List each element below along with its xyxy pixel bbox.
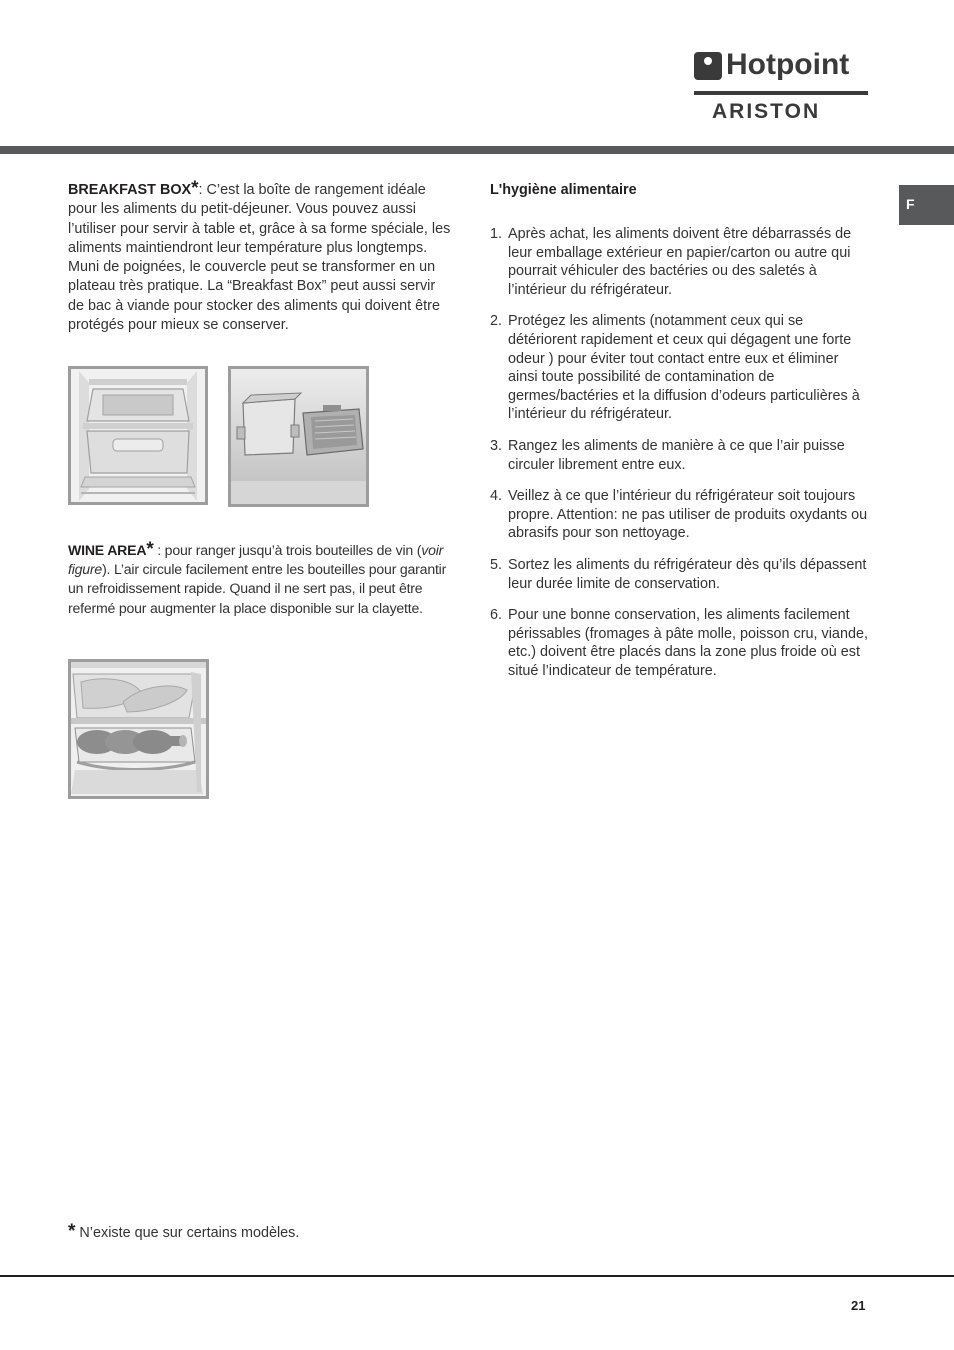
brand-sub: ARISTON [712, 100, 821, 123]
hygiene-item-3 [490, 437, 870, 474]
wine-area-paragraph [68, 540, 452, 618]
list-number: 5. [490, 556, 503, 573]
list-item-text: Après achat, les aliments doivent être débarrassés de leur emballage extérieur en papier/carton ou autre qui pourrait véhiculer des bactéries ou des saletés à l’intérieur du réfrigérateur. [508, 226, 852, 298]
hygiene-section [490, 181, 870, 693]
breakfast-box-label: BREAKFAST BOX [68, 182, 192, 198]
page-number: 21 [851, 1298, 866, 1313]
brand-logo [694, 50, 868, 126]
hygiene-item-4 [490, 487, 870, 543]
breakfast-box-paragraph [68, 179, 452, 335]
wine-area-text-1: : pour ranger jusqu’à trois bouteilles de vin ( [153, 542, 422, 558]
wine-area-figure [68, 659, 209, 799]
list-number: 1. [490, 226, 503, 242]
hygiene-item-5 [490, 556, 870, 593]
list-number: 4. [490, 488, 503, 505]
breakfast-box-tray-figure [228, 366, 369, 507]
hygiene-item-6 [490, 606, 870, 680]
brand-rule [694, 91, 868, 95]
breakfast-box-section [68, 179, 452, 335]
hotpoint-logo-icon [694, 52, 722, 80]
list-item-text: Sortez les aliments du réfrigérateur dès qu’ils dépassent leur durée limite de conservation. [508, 556, 867, 592]
brand-name: Hotpoint [726, 48, 850, 81]
list-number: 3. [490, 437, 503, 454]
language-tab [899, 185, 954, 225]
list-number: 6. [490, 607, 503, 624]
breakfast-box-text: : C’est la boîte de rangement idéale pour les aliments du petit-déjeuner. Vous pouvez aussi l’utiliser pour servir à table et, grâce à sa forme spéciale, les aliments maintiendront leur température plus longtemps. Muni de poignées, le couvercle peut se transformer en un plateau très pratique. La “Breakfast Box” peut aussi servir de bac à viande pour stocker des aliments qui doivent être protégés pour mieux se conserver. [68, 182, 451, 334]
list-item-text: Pour une bonne conservation, les aliments facilement périssables (fromages à pâte molle, poisson cru, viande, etc.) doivent être placés dans la zone plus froide où est situé l’indicateur de température. [508, 607, 868, 679]
footnote-text: N’existe que sur certains modèles. [75, 1225, 300, 1241]
footer-rule [0, 1275, 954, 1277]
wine-area-text-italic: voir figure [68, 542, 444, 578]
list-number: 2. [490, 313, 503, 330]
wine-area-text-2: ). L’air circule facilement entre les bouteilles pour garantir un refroidissement rapide. Quand il ne sert pas, il peut être refermé pour augmenter la place disponible sur la clayette. [68, 561, 447, 616]
hygiene-title: L'hygiène alimentaire [490, 182, 637, 198]
footnote-asterisk: * [68, 1221, 76, 1242]
breakfast-box-figure [68, 366, 208, 505]
hygiene-list [490, 225, 870, 680]
wine-area-label: WINE AREA [68, 542, 147, 558]
hygiene-item-2 [490, 312, 870, 424]
hygiene-item-1 [490, 225, 870, 299]
wine-area-asterisk: * [146, 539, 154, 560]
list-item-text: Rangez les aliments de manière à ce que l’air puisse circuler librement entre eux. [508, 437, 845, 473]
language-tab-label: F [906, 196, 915, 212]
footnote [68, 1222, 299, 1243]
header-band [0, 146, 954, 154]
list-item-text: Protégez les aliments (notamment ceux qui se détériorent rapidement et ceux qui dégagent une forte odeur ) pour éviter tout contact entre eux et éliminer ainsi toute possibilité de contamination de germes/bactéries et la diffusion d’odeurs particulières à l’intérieur du réfrigérateur. [508, 313, 860, 423]
wine-area-section [68, 540, 452, 618]
breakfast-box-asterisk: * [191, 178, 199, 199]
list-item-text: Veillez à ce que l’intérieur du réfrigérateur soit toujours propre. Attention: ne pas utiliser de produits oxydants ou abrasifs pour son nettoyage. [508, 488, 868, 542]
